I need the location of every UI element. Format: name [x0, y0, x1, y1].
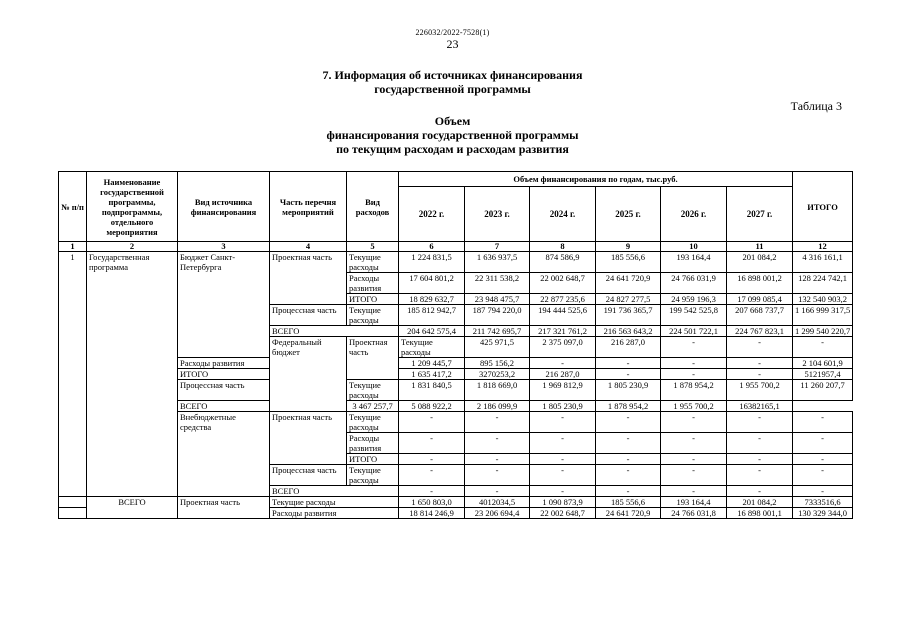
row-number [59, 508, 87, 519]
table-title-line: финансирования государственной программы [326, 128, 579, 142]
total-cell: - [793, 454, 853, 465]
value-cell: 216 287,0 [596, 337, 661, 358]
value-cell: 217 321 761,2 [530, 326, 596, 337]
header-year: 2024 г. [530, 187, 596, 242]
table-title-line: Объем [434, 114, 471, 128]
expense-type: Расходы развития [270, 508, 399, 519]
program-name: Государственная программа [87, 252, 178, 497]
value-cell: 5 088 922,2 [399, 401, 465, 412]
value-cell: - [465, 433, 530, 454]
row-number: 1 [59, 252, 87, 497]
section-title-line: 7. Информация об источниках финансирования [322, 68, 583, 82]
header-source: Вид источника финансирования [178, 172, 270, 242]
value-cell: - [661, 433, 727, 454]
table-row [59, 497, 853, 508]
value-cell: - [530, 486, 596, 497]
value-cell: 16 898 001,1 [727, 508, 793, 519]
subtotal-label: ВСЕГО [178, 401, 347, 412]
value-cell: 22 002 648,7 [530, 508, 596, 519]
value-cell: 1 955 700,2 [661, 401, 727, 412]
value-cell: 425 971,5 [465, 337, 530, 358]
value-cell: 1 818 669,0 [465, 380, 530, 401]
total-cell: 11 260 207,7 [793, 380, 853, 401]
value-cell: 185 812 942,7 [399, 305, 465, 326]
table-label: Таблица 3 [790, 99, 842, 113]
value-cell: 1 831 840,5 [399, 380, 465, 401]
value-cell: 24 959 196,3 [661, 294, 727, 305]
expense-type: Текущие расходы [270, 497, 399, 508]
value-cell: 2 186 099,9 [465, 401, 530, 412]
total-cell: 16382165,1 [727, 401, 793, 412]
value-cell: - [661, 369, 727, 380]
total-cell: 5121957,4 [793, 369, 853, 380]
funding-source: Федеральный бюджет [270, 337, 347, 412]
total-cell: 1 166 999 317,5 [793, 305, 853, 326]
value-cell: 1 650 803,0 [399, 497, 465, 508]
column-number: 3 [178, 242, 270, 252]
column-number: 10 [661, 242, 727, 252]
total-cell: 4 316 161,1 [793, 252, 853, 273]
value-cell: 1 636 937,5 [465, 252, 530, 273]
value-cell: - [596, 369, 661, 380]
part-label: Проектная часть [178, 497, 270, 519]
section-title [250, 68, 655, 96]
value-cell: 24 827 277,5 [596, 294, 661, 305]
table-title-line: по текущим расходам и расходам развития [336, 142, 569, 156]
column-number: 4 [270, 242, 347, 252]
total-cell: 2 104 601,9 [793, 358, 853, 369]
total-cell: 7333516,6 [793, 497, 853, 508]
value-cell: - [596, 433, 661, 454]
value-cell: 201 084,2 [727, 252, 793, 273]
expense-type: ИТОГО [178, 369, 270, 380]
header-year: 2023 г. [465, 187, 530, 242]
header-total: ИТОГО [793, 172, 853, 242]
column-number: 5 [347, 242, 399, 252]
value-cell: - [661, 486, 727, 497]
total-cell: 132 540 903,2 [793, 294, 853, 305]
value-cell: 22 311 538,2 [465, 273, 530, 294]
value-cell: 895 156,2 [465, 358, 530, 369]
row-number [59, 497, 87, 508]
value-cell: 24 641 720,9 [596, 273, 661, 294]
funding-source: Внебюджетные средства [178, 412, 270, 497]
column-number: 8 [530, 242, 596, 252]
value-cell: 199 542 525,8 [661, 305, 727, 326]
value-cell: - [727, 465, 793, 486]
column-number: 11 [727, 242, 793, 252]
part-label: Проектная часть [347, 337, 399, 380]
value-cell: 204 642 575,4 [399, 326, 465, 337]
value-cell: 193 164,4 [661, 252, 727, 273]
part-label: Процессная часть [270, 465, 347, 486]
value-cell: 874 586,9 [530, 252, 596, 273]
table-row [59, 358, 853, 369]
column-number: 2 [87, 242, 178, 252]
value-cell: - [596, 358, 661, 369]
value-cell: - [596, 412, 661, 433]
header-year: 2026 г. [661, 187, 727, 242]
value-cell: 23 206 694,4 [465, 508, 530, 519]
header-year: 2022 г. [399, 187, 465, 242]
value-cell: - [530, 433, 596, 454]
total-cell: - [793, 465, 853, 486]
value-cell: - [399, 433, 465, 454]
part-label: Процессная часть [270, 305, 347, 326]
value-cell: 24 766 031,8 [661, 508, 727, 519]
subtotal-label: ВСЕГО [270, 326, 399, 337]
value-cell: - [793, 337, 853, 358]
value-cell: - [661, 412, 727, 433]
column-number: 12 [793, 242, 853, 252]
value-cell: 4012034,5 [465, 497, 530, 508]
value-cell: 1 224 831,5 [399, 252, 465, 273]
value-cell: 1 955 700,2 [727, 380, 793, 401]
table-row [59, 401, 853, 412]
header-volume: Объем финансирования по годам, тыс.руб. [399, 172, 793, 187]
value-cell: 201 084,2 [727, 497, 793, 508]
value-cell: 216 287,0 [530, 369, 596, 380]
value-cell: 16 898 001,2 [727, 273, 793, 294]
value-cell: 3270253,2 [465, 369, 530, 380]
part-label: Проектная часть [270, 412, 347, 465]
value-cell: - [727, 454, 793, 465]
value-cell: 207 668 737,7 [727, 305, 793, 326]
value-cell: - [465, 465, 530, 486]
value-cell: - [530, 358, 596, 369]
total-cell: - [793, 433, 853, 454]
expense-type: Текущие расходы [347, 305, 399, 326]
value-cell: - [465, 454, 530, 465]
value-cell: - [596, 486, 661, 497]
value-cell: 1 878 954,2 [661, 380, 727, 401]
table-row [59, 380, 853, 401]
total-cell: 130 329 344,0 [793, 508, 853, 519]
expense-type: ИТОГО [347, 454, 399, 465]
part-label: Процессная часть [178, 380, 270, 401]
section-title-line: государственной программы [374, 82, 531, 96]
total-cell: 128 224 742,1 [793, 273, 853, 294]
value-cell: - [727, 412, 793, 433]
value-cell: - [465, 412, 530, 433]
value-cell: 1 805 230,9 [530, 401, 596, 412]
value-cell: 1 969 812,9 [530, 380, 596, 401]
value-cell: 23 948 475,7 [465, 294, 530, 305]
expense-type: Текущие расходы [347, 465, 399, 486]
value-cell: - [727, 486, 793, 497]
value-cell: - [530, 465, 596, 486]
value-cell: - [530, 454, 596, 465]
value-cell: 22 877 235,6 [530, 294, 596, 305]
value-cell: - [596, 465, 661, 486]
expense-type: Расходы развития [178, 358, 270, 369]
value-cell: 18 814 246,9 [399, 508, 465, 519]
page-number: 23 [446, 37, 459, 51]
value-cell: 211 742 695,7 [465, 326, 530, 337]
value-cell: 22 002 648,7 [530, 273, 596, 294]
value-cell: - [465, 486, 530, 497]
value-cell: 2 375 097,0 [530, 337, 596, 358]
value-cell: - [727, 337, 793, 358]
header-year: 2025 г. [596, 187, 661, 242]
header-expense-type: Вид расходов [347, 172, 399, 242]
value-cell: 1 090 873,9 [530, 497, 596, 508]
table-row [59, 369, 853, 380]
total-cell: 1 299 540 220,7 [793, 326, 853, 337]
value-cell: 193 164,4 [661, 497, 727, 508]
value-cell: 1 805 230,9 [596, 380, 661, 401]
header-num: № п/п [59, 172, 87, 242]
value-cell: - [661, 337, 727, 358]
value-cell: 1 209 445,7 [399, 358, 465, 369]
table-title [250, 114, 655, 156]
header-name: Наименование государственной программы, подпрограммы, отдельного мероприятия [87, 172, 178, 242]
column-number: 7 [465, 242, 530, 252]
expense-type: Текущие расходы [399, 337, 465, 358]
total-cell: - [793, 412, 853, 433]
value-cell: 24 641 720,9 [596, 508, 661, 519]
value-cell: 17 099 085,4 [727, 294, 793, 305]
value-cell: - [661, 465, 727, 486]
expense-type: Текущие расходы [347, 252, 399, 273]
part-label: Проектная часть [270, 252, 347, 305]
column-number: 1 [59, 242, 87, 252]
total-cell: - [793, 486, 853, 497]
funding-source: Бюджет Санкт-Петербурга [178, 252, 270, 358]
value-cell: 194 444 525,6 [530, 305, 596, 326]
financing-table [58, 171, 853, 519]
value-cell: - [727, 433, 793, 454]
value-cell: - [399, 465, 465, 486]
grand-total-label: ВСЕГО [87, 497, 178, 519]
value-cell: 187 794 220,0 [465, 305, 530, 326]
value-cell: - [399, 412, 465, 433]
value-cell: - [399, 454, 465, 465]
value-cell: 3 467 257,7 [347, 401, 399, 412]
header-year: 2027 г. [727, 187, 793, 242]
expense-type: Текущие расходы [347, 412, 399, 433]
expense-type: Расходы развития [347, 273, 399, 294]
column-number: 6 [399, 242, 465, 252]
table-row [59, 412, 853, 433]
expense-type: Расходы развития [347, 433, 399, 454]
value-cell: - [596, 454, 661, 465]
value-cell: 1 635 417,2 [399, 369, 465, 380]
value-cell: 216 563 643,2 [596, 326, 661, 337]
table-row [59, 252, 853, 273]
header-part: Часть перечня мероприятий [270, 172, 347, 242]
value-cell: 185 556,6 [596, 497, 661, 508]
expense-type: Текущие расходы [347, 380, 399, 401]
value-cell: - [399, 486, 465, 497]
column-number: 9 [596, 242, 661, 252]
value-cell: 224 767 823,1 [727, 326, 793, 337]
value-cell: - [661, 454, 727, 465]
value-cell: - [727, 358, 793, 369]
value-cell: - [727, 369, 793, 380]
expense-type: ИТОГО [347, 294, 399, 305]
header-row [59, 172, 853, 187]
value-cell: 24 766 031,9 [661, 273, 727, 294]
value-cell: 191 736 365,7 [596, 305, 661, 326]
column-number-row [59, 242, 853, 252]
value-cell: 17 604 801,2 [399, 273, 465, 294]
subtotal-label: ВСЕГО [270, 486, 399, 497]
value-cell: 185 556,6 [596, 252, 661, 273]
value-cell: 18 829 632,7 [399, 294, 465, 305]
value-cell: - [530, 412, 596, 433]
document-id: 226032/2022-7528(1) [415, 28, 490, 37]
value-cell: 224 501 722,1 [661, 326, 727, 337]
value-cell: - [661, 358, 727, 369]
value-cell: 1 878 954,2 [596, 401, 661, 412]
